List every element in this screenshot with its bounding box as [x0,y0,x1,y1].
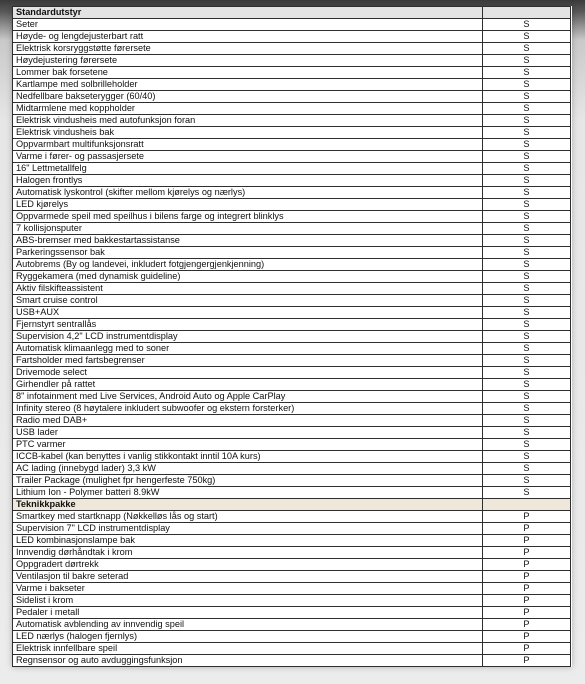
table-row [13,427,571,439]
equipment-item: Varme i bakseter [13,583,483,595]
equipment-item: Nedfellbare bakseterygger (60/40) [13,91,483,103]
equipment-availability: S [483,463,571,475]
table-row [13,31,571,43]
equipment-availability: S [483,103,571,115]
equipment-availability: S [483,79,571,91]
equipment-availability: S [483,403,571,415]
equipment-item: Smartkey med startknapp (Nøkkelløs lås og start) [13,511,483,523]
table-row [13,475,571,487]
table-row [13,43,571,55]
equipment-item: Supervision 4,2" LCD instrumentdisplay [13,331,483,343]
equipment-availability: S [483,475,571,487]
table-row [13,307,571,319]
equipment-availability: S [483,259,571,271]
equipment-availability: S [483,247,571,259]
equipment-item: Elektrisk innfellbare speil [13,643,483,655]
equipment-availability: P [483,619,571,631]
equipment-availability: S [483,283,571,295]
section-title-value-cell [483,7,571,19]
equipment-item: Oppvarmede speil med speilhus i bilens farge og integrert blinklys [13,211,483,223]
table-row [13,631,571,643]
table-row [13,355,571,367]
table-row [13,487,571,499]
equipment-item: Parkeringssensor bak [13,247,483,259]
table-row [13,319,571,331]
equipment-item: Høyde- og lengdejusterbart ratt [13,31,483,43]
equipment-item: ICCB-kabel (kan benyttes i vanlig stikkontakt inntil 10A kurs) [13,451,483,463]
equipment-item: Elektrisk vindusheis bak [13,127,483,139]
table-row [13,619,571,631]
table-row [13,79,571,91]
table-row [13,127,571,139]
table-row [13,103,571,115]
equipment-availability: S [483,379,571,391]
table-row [13,283,571,295]
equipment-item: Drivemode select [13,367,483,379]
equipment-item: ABS-bremser med bakkestartassistanse [13,235,483,247]
equipment-item: Midtarmlene med koppholder [13,103,483,115]
equipment-availability: S [483,391,571,403]
table-row [13,547,571,559]
equipment-availability: S [483,223,571,235]
equipment-item: 16" Lettmetallfelg [13,163,483,175]
equipment-availability: S [483,331,571,343]
equipment-availability: S [483,187,571,199]
table-row [13,295,571,307]
table-row [13,451,571,463]
equipment-item: Automatisk klimaanlegg med to soner [13,343,483,355]
equipment-item: PTC varmer [13,439,483,451]
table-row [13,583,571,595]
equipment-item: Pedaler i metall [13,607,483,619]
equipment-item: Elektrisk vindusheis med autofunksjon foran [13,115,483,127]
equipment-availability: S [483,235,571,247]
equipment-availability: S [483,151,571,163]
table-row [13,463,571,475]
table-row [13,115,571,127]
equipment-availability: P [483,523,571,535]
equipment-availability: S [483,139,571,151]
equipment-item: Kartlampe med solbrilleholder [13,79,483,91]
equipment-item: Sidelist i krom [13,595,483,607]
equipment-availability: S [483,367,571,379]
table-row [13,331,571,343]
section-title: Standardutstyr [13,7,483,19]
equipment-item: Ventilasjon til bakre seterad [13,571,483,583]
equipment-item: Aktiv filskifteassistent [13,283,483,295]
equipment-availability: S [483,115,571,127]
equipment-availability: P [483,595,571,607]
equipment-availability: S [483,451,571,463]
equipment-item: Ryggekamera (med dynamisk guideline) [13,271,483,283]
equipment-availability: P [483,583,571,595]
equipment-availability: P [483,559,571,571]
table-row [13,439,571,451]
equipment-availability: P [483,571,571,583]
equipment-item: Oppvarmbart multifunksjonsratt [13,139,483,151]
equipment-item: Elektrisk korsryggstøtte førersete [13,43,483,55]
equipment-availability: S [483,43,571,55]
table-row [13,139,571,151]
equipment-item: 8" infotainment med Live Services, Android Auto og Apple CarPlay [13,391,483,403]
table-row [13,511,571,523]
equipment-availability: P [483,607,571,619]
equipment-availability: P [483,643,571,655]
equipment-availability: P [483,631,571,643]
equipment-availability: S [483,439,571,451]
table-row [13,247,571,259]
table-row [13,523,571,535]
equipment-item: AC lading (innebygd lader) 3,3 kW [13,463,483,475]
equipment-availability: S [483,19,571,31]
equipment-item: 7 kollisjonsputer [13,223,483,235]
table-row [13,187,571,199]
equipment-availability: S [483,199,571,211]
table-row [13,259,571,271]
equipment-availability: P [483,655,571,667]
table-row [13,379,571,391]
equipment-item: Fjernstyrt sentrallås [13,319,483,331]
table-row [13,151,571,163]
table-row [13,559,571,571]
equipment-availability: S [483,127,571,139]
equipment-availability: S [483,295,571,307]
equipment-item: Oppgradert dørtrekk [13,559,483,571]
table-row [13,367,571,379]
equipment-item: USB lader [13,427,483,439]
equipment-sheet [12,6,572,667]
equipment-item: Regnsensor og auto avduggingsfunksjon [13,655,483,667]
table-row [13,175,571,187]
table-row [13,571,571,583]
equipment-item: Autobrems (By og landevei, inkludert fotgjengergjenkjenning) [13,259,483,271]
section-title: Teknikkpakke [13,499,483,511]
equipment-item: Fartsholder med fartsbegrenser [13,355,483,367]
table-row [13,595,571,607]
equipment-availability: S [483,427,571,439]
equipment-item: Radio med DAB+ [13,415,483,427]
table-row [13,343,571,355]
equipment-availability: S [483,175,571,187]
table-row [13,271,571,283]
equipment-availability: S [483,55,571,67]
table-row [13,223,571,235]
equipment-item: Seter [13,19,483,31]
equipment-availability: P [483,511,571,523]
equipment-item: Girhendler på rattet [13,379,483,391]
table-row [13,391,571,403]
equipment-availability: S [483,355,571,367]
equipment-item: LED kjørelys [13,199,483,211]
table-row [13,235,571,247]
table-row [13,607,571,619]
equipment-availability: S [483,343,571,355]
equipment-table-body [13,7,571,667]
equipment-availability: P [483,547,571,559]
equipment-item: Lommer bak forsetene [13,67,483,79]
table-row [13,163,571,175]
equipment-availability: S [483,163,571,175]
equipment-availability: S [483,91,571,103]
equipment-item: Lithium Ion - Polymer batteri 8.9kW [13,487,483,499]
equipment-item: Varme i fører- og passasjersete [13,151,483,163]
table-row [13,655,571,667]
table-row [13,415,571,427]
section-title-value-cell [483,499,571,511]
section-header-row [13,499,571,511]
equipment-availability: S [483,319,571,331]
equipment-availability: S [483,271,571,283]
equipment-item: Automatisk avblending av innvendig speil [13,619,483,631]
equipment-availability: S [483,487,571,499]
equipment-item: Trailer Package (mulighet fpr hengerfeste 750kg) [13,475,483,487]
equipment-item: Smart cruise control [13,295,483,307]
equipment-availability: S [483,31,571,43]
section-header-row [13,7,571,19]
equipment-availability: S [483,307,571,319]
equipment-item: Infinity stereo (8 høytalere inkludert subwoofer og ekstern forsterker) [13,403,483,415]
table-row [13,211,571,223]
equipment-item: Innvendig dørhåndtak i krom [13,547,483,559]
equipment-item: LED nærlys (halogen fjernlys) [13,631,483,643]
table-row [13,535,571,547]
table-row [13,19,571,31]
table-row [13,199,571,211]
table-row [13,91,571,103]
table-row [13,643,571,655]
equipment-item: Høydejustering førersete [13,55,483,67]
equipment-table [12,6,571,667]
table-row [13,67,571,79]
equipment-availability: P [483,535,571,547]
equipment-item: Supervision 7" LCD instrumentdisplay [13,523,483,535]
table-row [13,403,571,415]
equipment-item: USB+AUX [13,307,483,319]
equipment-availability: S [483,211,571,223]
equipment-item: LED kombinasjonslampe bak [13,535,483,547]
equipment-item: Halogen frontlys [13,175,483,187]
equipment-item: Automatisk lyskontrol (skifter mellom kjørelys og nærlys) [13,187,483,199]
equipment-availability: S [483,67,571,79]
table-row [13,55,571,67]
equipment-availability: S [483,415,571,427]
